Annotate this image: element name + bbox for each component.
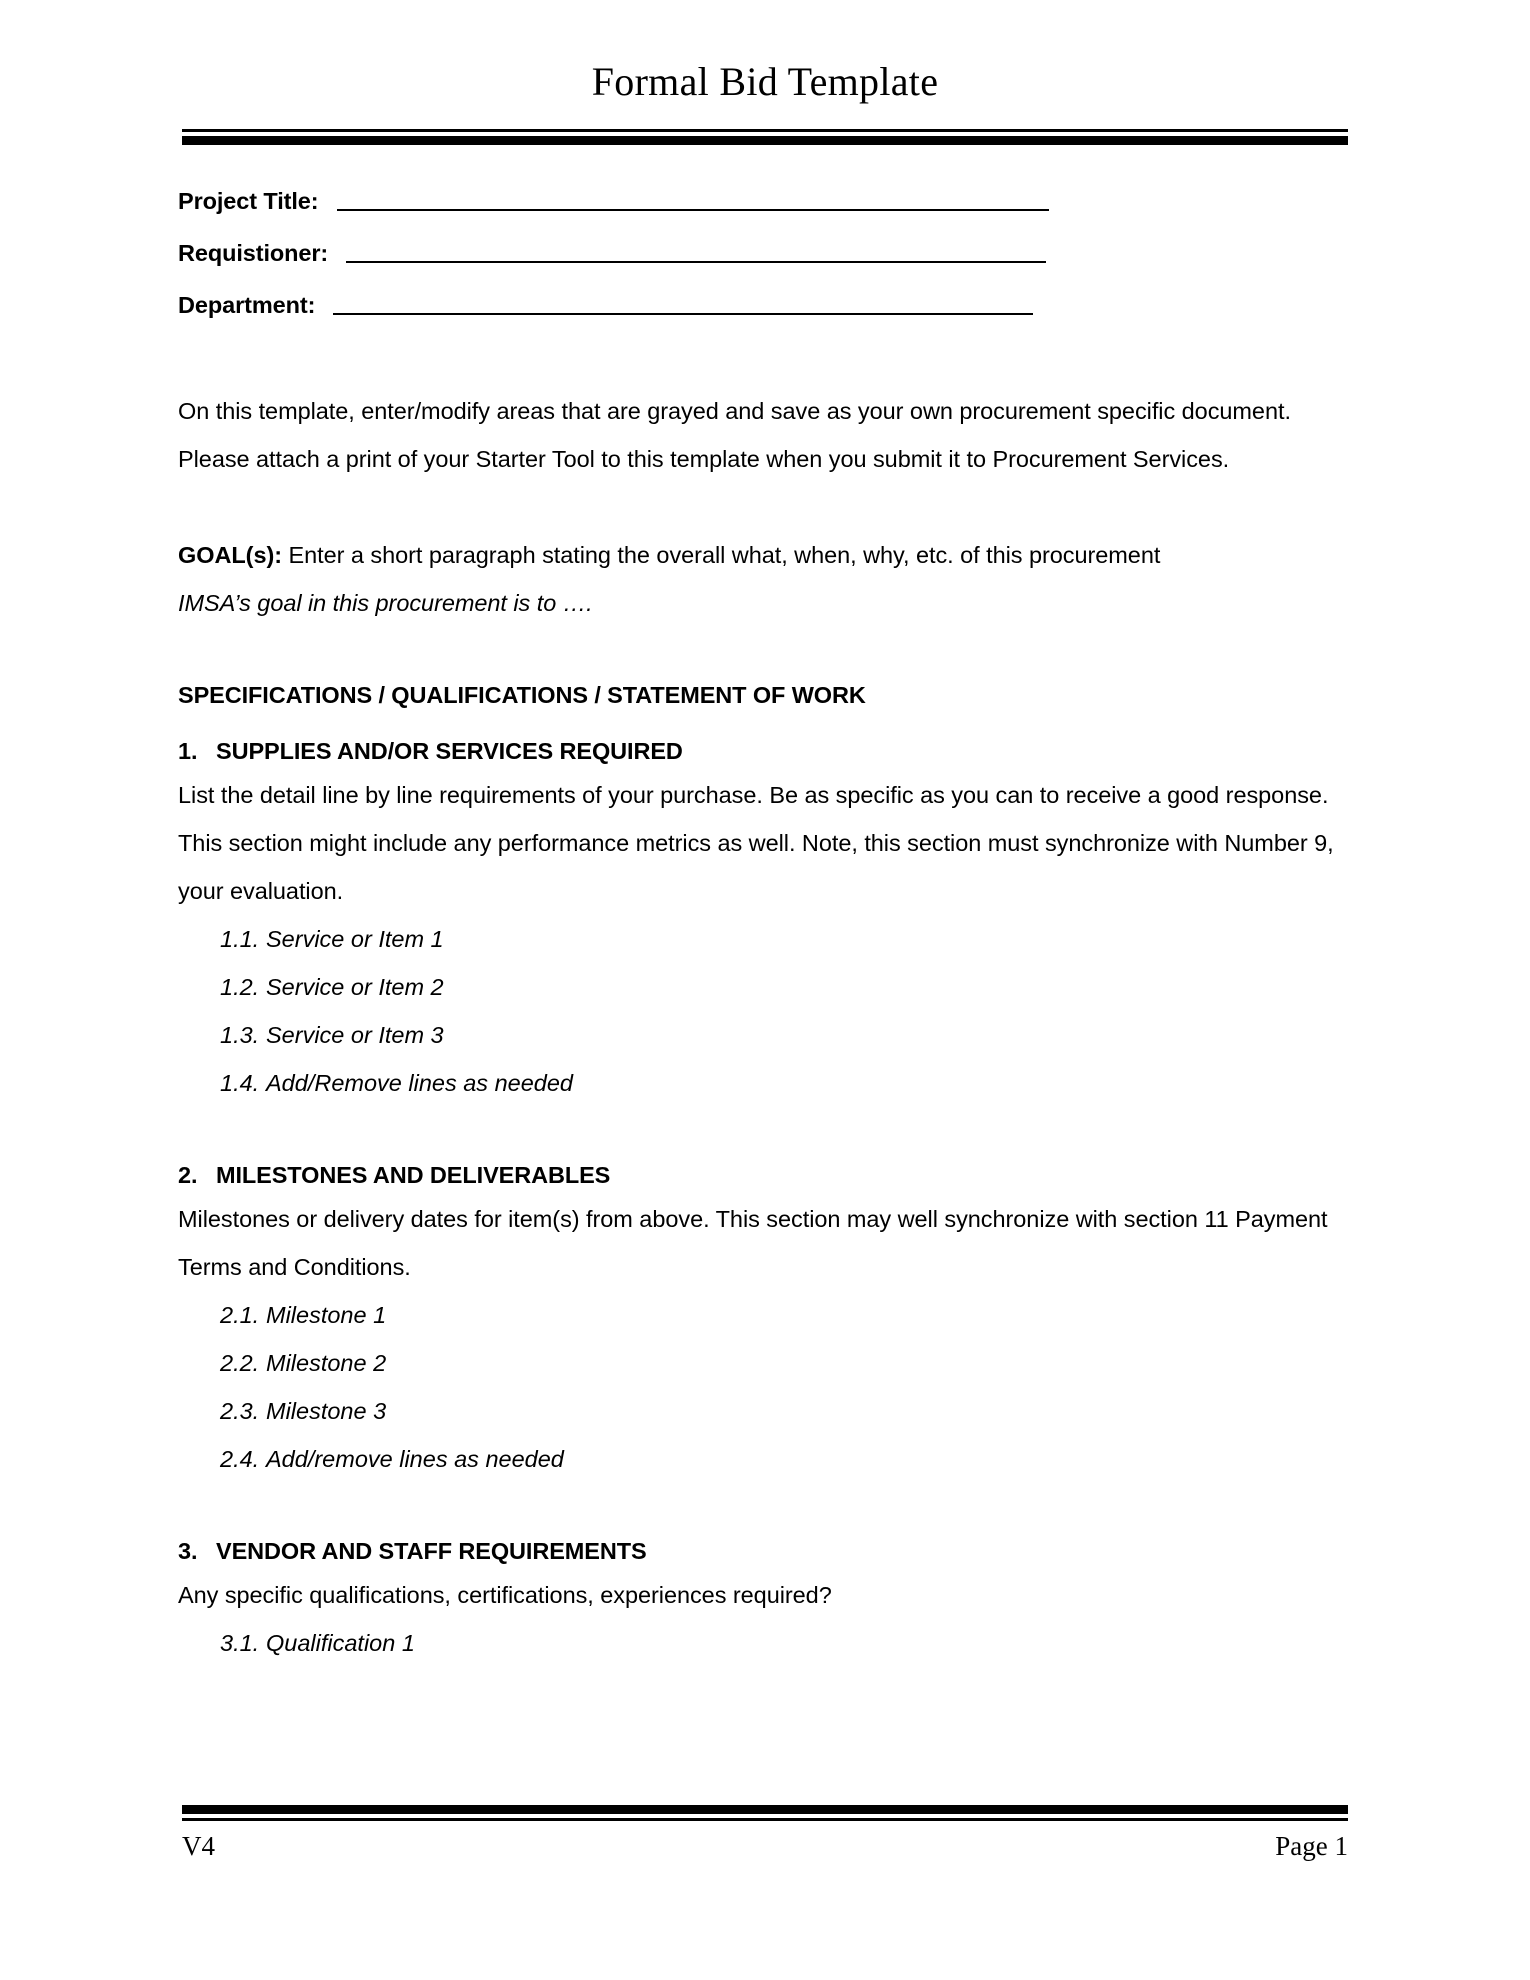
sub-item-label: Service or Item 1 — [266, 926, 444, 952]
section-title-2: MILESTONES AND DELIVERABLES — [216, 1162, 611, 1188]
sub-item-label: Milestone 3 — [266, 1398, 387, 1424]
list-item — [220, 1059, 1338, 1107]
sub-item-label: Milestone 2 — [266, 1350, 387, 1376]
list-item — [220, 1011, 1338, 1059]
section-number-1: 1. — [178, 738, 198, 764]
section-heading-2 — [178, 1155, 1338, 1195]
spacer — [178, 1107, 1338, 1155]
section-title-3: VENDOR AND STAFF REQUIREMENTS — [216, 1538, 647, 1564]
department-input[interactable] — [333, 314, 1033, 315]
spacer — [178, 483, 1338, 531]
sub-item-label: Milestone 1 — [266, 1302, 387, 1328]
field-row-department — [178, 279, 1338, 331]
department-label: Department: — [178, 292, 316, 318]
list-item — [220, 963, 1338, 1011]
sub-item-label: Service or Item 3 — [266, 1022, 444, 1048]
section-body-2: Milestones or delivery dates for item(s) from above. This section may well synchronize with section 11 Payment Terms and Conditions. — [178, 1206, 1328, 1280]
sub-item-number: 1.4. — [220, 1070, 260, 1096]
sub-item-number: 1.2. — [220, 974, 260, 1000]
intro-paragraph-1: On this template, enter/modify areas that are grayed and save as your own procurement specific document. — [178, 398, 1291, 424]
intro-paragraph-2: Please attach a print of your Starter Tool to this template when you submit it to Procurement Services. — [178, 446, 1230, 472]
list-item — [220, 1619, 1338, 1667]
footer-version: V4 — [182, 1831, 215, 1861]
spacer — [178, 627, 1338, 675]
section-title-1: SUPPLIES AND/OR SERVICES REQUIRED — [216, 738, 683, 764]
document-body — [178, 175, 1338, 1667]
sub-item-label: Add/remove lines as needed — [266, 1446, 564, 1472]
sub-item-number: 1.1. — [220, 926, 260, 952]
list-item — [220, 1291, 1338, 1339]
list-item — [220, 915, 1338, 963]
spacer — [178, 331, 1338, 387]
header-divider — [182, 129, 1348, 145]
requistioner-label: Requistioner: — [178, 240, 329, 266]
goal-colon: : — [274, 542, 283, 568]
spacer — [178, 715, 1338, 731]
requistioner-input[interactable] — [346, 262, 1046, 263]
sub-item-number: 1.3. — [220, 1022, 260, 1048]
field-row-project-title — [178, 175, 1338, 227]
goal-label: GOAL(s) — [178, 542, 275, 568]
project-title-input[interactable] — [337, 210, 1049, 211]
goal-example: IMSA’s goal in this procurement is to …. — [178, 590, 593, 616]
goal-text: Enter a short paragraph stating the overall what, when, why, etc. of this procurement — [282, 542, 1161, 568]
section-body-1: List the detail line by line requirements of your purchase. Be as specific as you can to receive a good response. This section might include any performance metrics as well. Note, this section must synchronize with Number 9, your evaluation. — [178, 782, 1334, 904]
sub-item-number: 3.1. — [220, 1630, 260, 1656]
spacer — [178, 1483, 1338, 1531]
sub-item-label: Service or Item 2 — [266, 974, 444, 1000]
page-title: Formal Bid Template — [591, 59, 939, 104]
document-footer — [182, 1805, 1348, 1862]
goal-paragraph — [178, 531, 1338, 579]
section-number-2: 2. — [178, 1162, 198, 1188]
list-item — [220, 1435, 1338, 1483]
field-row-requistioner — [178, 227, 1338, 279]
section-heading-3 — [178, 1531, 1338, 1571]
document-header — [0, 59, 1530, 152]
sub-item-number: 2.1. — [220, 1302, 260, 1328]
footer-divider — [182, 1805, 1348, 1821]
sub-item-number: 2.4. — [220, 1446, 260, 1472]
list-item — [220, 1387, 1338, 1435]
sub-item-label: Qualification 1 — [266, 1630, 415, 1656]
form-fields — [178, 175, 1338, 331]
header-divider-thick-line — [182, 136, 1348, 145]
section-body-3: Any specific qualifications, certifications, experiences required? — [178, 1582, 832, 1608]
section-heading-1 — [178, 731, 1338, 771]
sub-item-number: 2.2. — [220, 1350, 260, 1376]
footer-page-number: Page 1 — [1275, 1831, 1348, 1861]
list-item — [220, 1339, 1338, 1387]
footer-content — [182, 1821, 1348, 1862]
specifications-heading: SPECIFICATIONS / QUALIFICATIONS / STATEMENT OF WORK — [178, 682, 866, 708]
footer-divider-thick-line — [182, 1805, 1348, 1814]
sub-item-label: Add/Remove lines as needed — [266, 1070, 574, 1096]
project-title-label: Project Title: — [178, 188, 319, 214]
sub-item-number: 2.3. — [220, 1398, 260, 1424]
section-number-3: 3. — [178, 1538, 198, 1564]
